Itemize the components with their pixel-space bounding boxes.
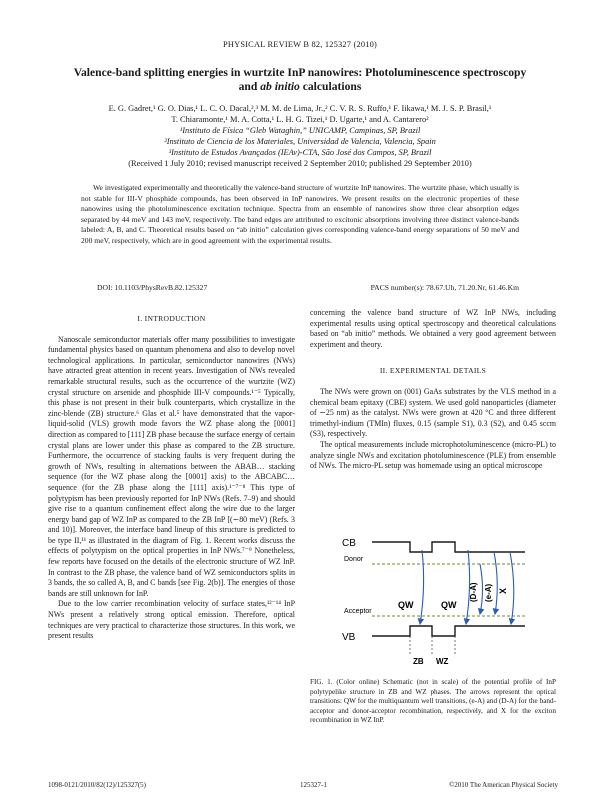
experimental-paragraph-1: The NWs were grown on (001) GaAs substrates by the VLS method in a chemical beam epitaxy (CBE) system. We used gold nanoparticles (diameter of ∼25 nm) as the catalyst. NWs were grown at 420 °C and three different trimethyl-indium (TMIn) fluxes, 0.15 (sample S1), 0.3 (S2), and 0.45 sccm (S3), respectively.: [310, 386, 556, 439]
authors-line-2: T. Chiaramonte,¹ M. A. Cotta,¹ L. H. G. Tizei,¹ D. Ugarte,¹ and A. Cantarero²: [171, 115, 429, 124]
donor-label: Donor: [344, 556, 364, 563]
conduction-band-edge: [372, 542, 525, 552]
affiliation-2: ²Instituto de Ciencia de los Materiales, Universidad de Valencia, Valencia, Spain: [164, 137, 436, 146]
figure-1-band-diagram: [340, 532, 525, 672]
ea-label: (e-A): [484, 583, 493, 602]
da-transition-arrow: [480, 564, 483, 614]
right-column: [310, 308, 556, 472]
doi-link[interactable]: 10.1103/PhysRevB.82.125327: [114, 283, 208, 292]
vb-label: VB: [342, 632, 356, 643]
intro-paragraph-1: Nanoscale semiconductor materials offer many possibilities to investigate fundamental physics based on quantum phenomena and also to develop novel technological applications. In particular, semiconductor nanowires (NWs) have attracted great attention in recent years. Investigation of NWs revealed remarkable structural results, such as the occurrence of the wurtzite (WZ) crystal structure on arsenide and phosphide III-V compounds.¹⁻⁵ Typically, this phase is not present in their bulk counterparts, which crystallize in the zinc-blende (ZB) structure.⁶ Glas et al.⁵ have demonstrated that the vapor-liquid-solid (VLS) growth mode favors the WZ phase along the [0001] direction as compared to [111] ZB phase because the surface energy of certain crystal plans are lower under this phase as compared to the ZB structure. Furthermore, the occurrence of stacking faults is very frequent during the growth of NWs, resulting in alternations between the ABAB… stacking sequence (for the WZ phase along the [0001] axis) to the ABCABC… sequence (for the ZB phase along the [111] axis).¹⁻⁷⁻⁸ This type of polytypism has been previously reported for InP NWs (Refs. 7–9) and should give rise to a quantum confinement effect along the wire due to the larger energy band gap of WZ InP as compared to the ZB InP [(∼80 meV) (Refs. 3 and 10)]. Moreover, the interface band lineup of this structure is predicted to be type II,¹¹ as illustrated in the diagram of Fig. 1. Recent works discuss the effects of polytypism on the optical properties in InP NWs.⁷⁻⁹ Nonetheless, few reports have focused on the details of the electronic structure of WZ InP. In contrast to the ZB phase, the valence band of WZ semiconductors splits in 3 bands, the so called A, B, and C bands [see Fig. 2(b)]. The energies of those bands are still unknown for InP.: [48, 334, 295, 598]
title-line-2-pre: and: [238, 80, 261, 93]
authors-line-1: E. G. Gadret,¹ G. O. Dias,¹ L. C. O. Dacal,²,³ M. M. de Lima, Jr.,² C. V. R. S. Ruffo,¹ F. Iikawa,¹ M. J. S. P. Brasil,¹: [108, 104, 492, 113]
x-label: X: [498, 587, 508, 594]
da-label: (D-A): [469, 582, 478, 602]
acceptor-label: Acceptor: [344, 608, 372, 615]
qw-transition-arrow-1: [420, 550, 424, 624]
figure-1-caption: FIG. 1. (Color online) Schematic (not in scale) of the potential profile of InP polytypelike structure in ZB and WZ phases. The arrows represent the optical transitions: QW for the multiquantum well transitions, (e-A) and (D-A) for the band-acceptor and donor-acceptor recombination, respectively, and X for the exciton recombination in WZ InP.: [310, 678, 556, 725]
intro-continuation: concerning the valence band structure of WZ InP NWs, including experimental results using optical spectroscopy and theoretical calculations based on “ab initio” methods. We obtained a very good agreement between experiment and theory.: [310, 308, 556, 349]
received-dates: (Received 1 July 2010; revised manuscript received 2 September 2010; published 29 September 2010): [128, 159, 472, 168]
title-line-1: Valence-band splitting energies in wurtzite InP nanowires: Photoluminescence spectroscopy: [73, 66, 527, 79]
footer-issn: 1098-0121/2010/82(12)/125327(5): [48, 781, 146, 789]
doi: [97, 283, 207, 292]
abstract-text: We investigated experimentally and theoretically the valence-band structure of wurtzite InP nanowires. The wurtzite phase, which usually is not stable for III-V phosphide compounds, has been observed in InP nanowires. We present results on the electronic properties of these nanowires using the photoluminescence excitation technique. Spectra from an ensemble of nanowires show three clear absorption edges separated by 44 meV and 143 meV, respectively. The band edges are attributed to excitonic absorptions involving three distinct valence-bands labeled: A, B, and C. Theoretical results based on “ab initio” calculation gives corresponding valence-band energy separations of 50 meV and 200 meV, respectively, which are in good agreement with the experimental results.: [81, 183, 519, 245]
qw-label-1: QW: [398, 600, 414, 610]
footer-copyright: ©2010 The American Physical Society: [448, 781, 558, 789]
affiliation-3: ³Instituto de Estudos Avançados (IEAv)-CTA, São José dos Campos, SP, Brazil: [168, 148, 432, 157]
doi-label: DOI:: [97, 283, 115, 292]
left-column: [48, 308, 295, 642]
qw-label-2: QW: [441, 600, 457, 610]
section-heading-experimental: II. EXPERIMENTAL DETAILS: [379, 366, 487, 376]
valence-band-edge: [372, 626, 525, 636]
wz-label: WZ: [436, 657, 449, 666]
ea-transition-arrow: [494, 552, 497, 614]
zb-label: ZB: [413, 657, 424, 666]
intro-paragraph-2: Due to the low carrier recombination velocity of surface states,¹²⁻¹⁴ InP NWs present a relatively strong optical emission. Therefore, optical techniques are very practical to characterize those structures. In this work, we present results: [48, 599, 295, 641]
pacs-numbers: PACS number(s): 78.67.Uh, 71.20.Nr, 61.46.Km: [370, 283, 519, 292]
cb-label: CB: [342, 538, 356, 549]
author-block: [50, 103, 550, 169]
experimental-paragraph-2: The optical measurements include microphotoluminescence (micro-PL) to analyze single NWs and excitation photoluminescence (PLE) from ensemble of NWs. The micro-PL setup was homemade using an optical microscope: [310, 439, 556, 471]
journal-header: PHYSICAL REVIEW B 82, 125327 (2010): [222, 40, 378, 49]
section-heading-introduction: I. INTRODUCTION: [137, 314, 206, 323]
x-transition-arrow: [510, 552, 514, 624]
affiliation-1: ¹Instituto de Física “Gleb Wataghin,” UNICAMP, Campinas, SP, Brazil: [179, 126, 421, 135]
title-line-2-post: calculations: [299, 80, 362, 93]
abstract: [81, 183, 519, 247]
paper-title: [60, 66, 540, 94]
footer-page-number: 125327-1: [300, 781, 327, 789]
title-line-2-em: ab initio: [260, 80, 300, 93]
